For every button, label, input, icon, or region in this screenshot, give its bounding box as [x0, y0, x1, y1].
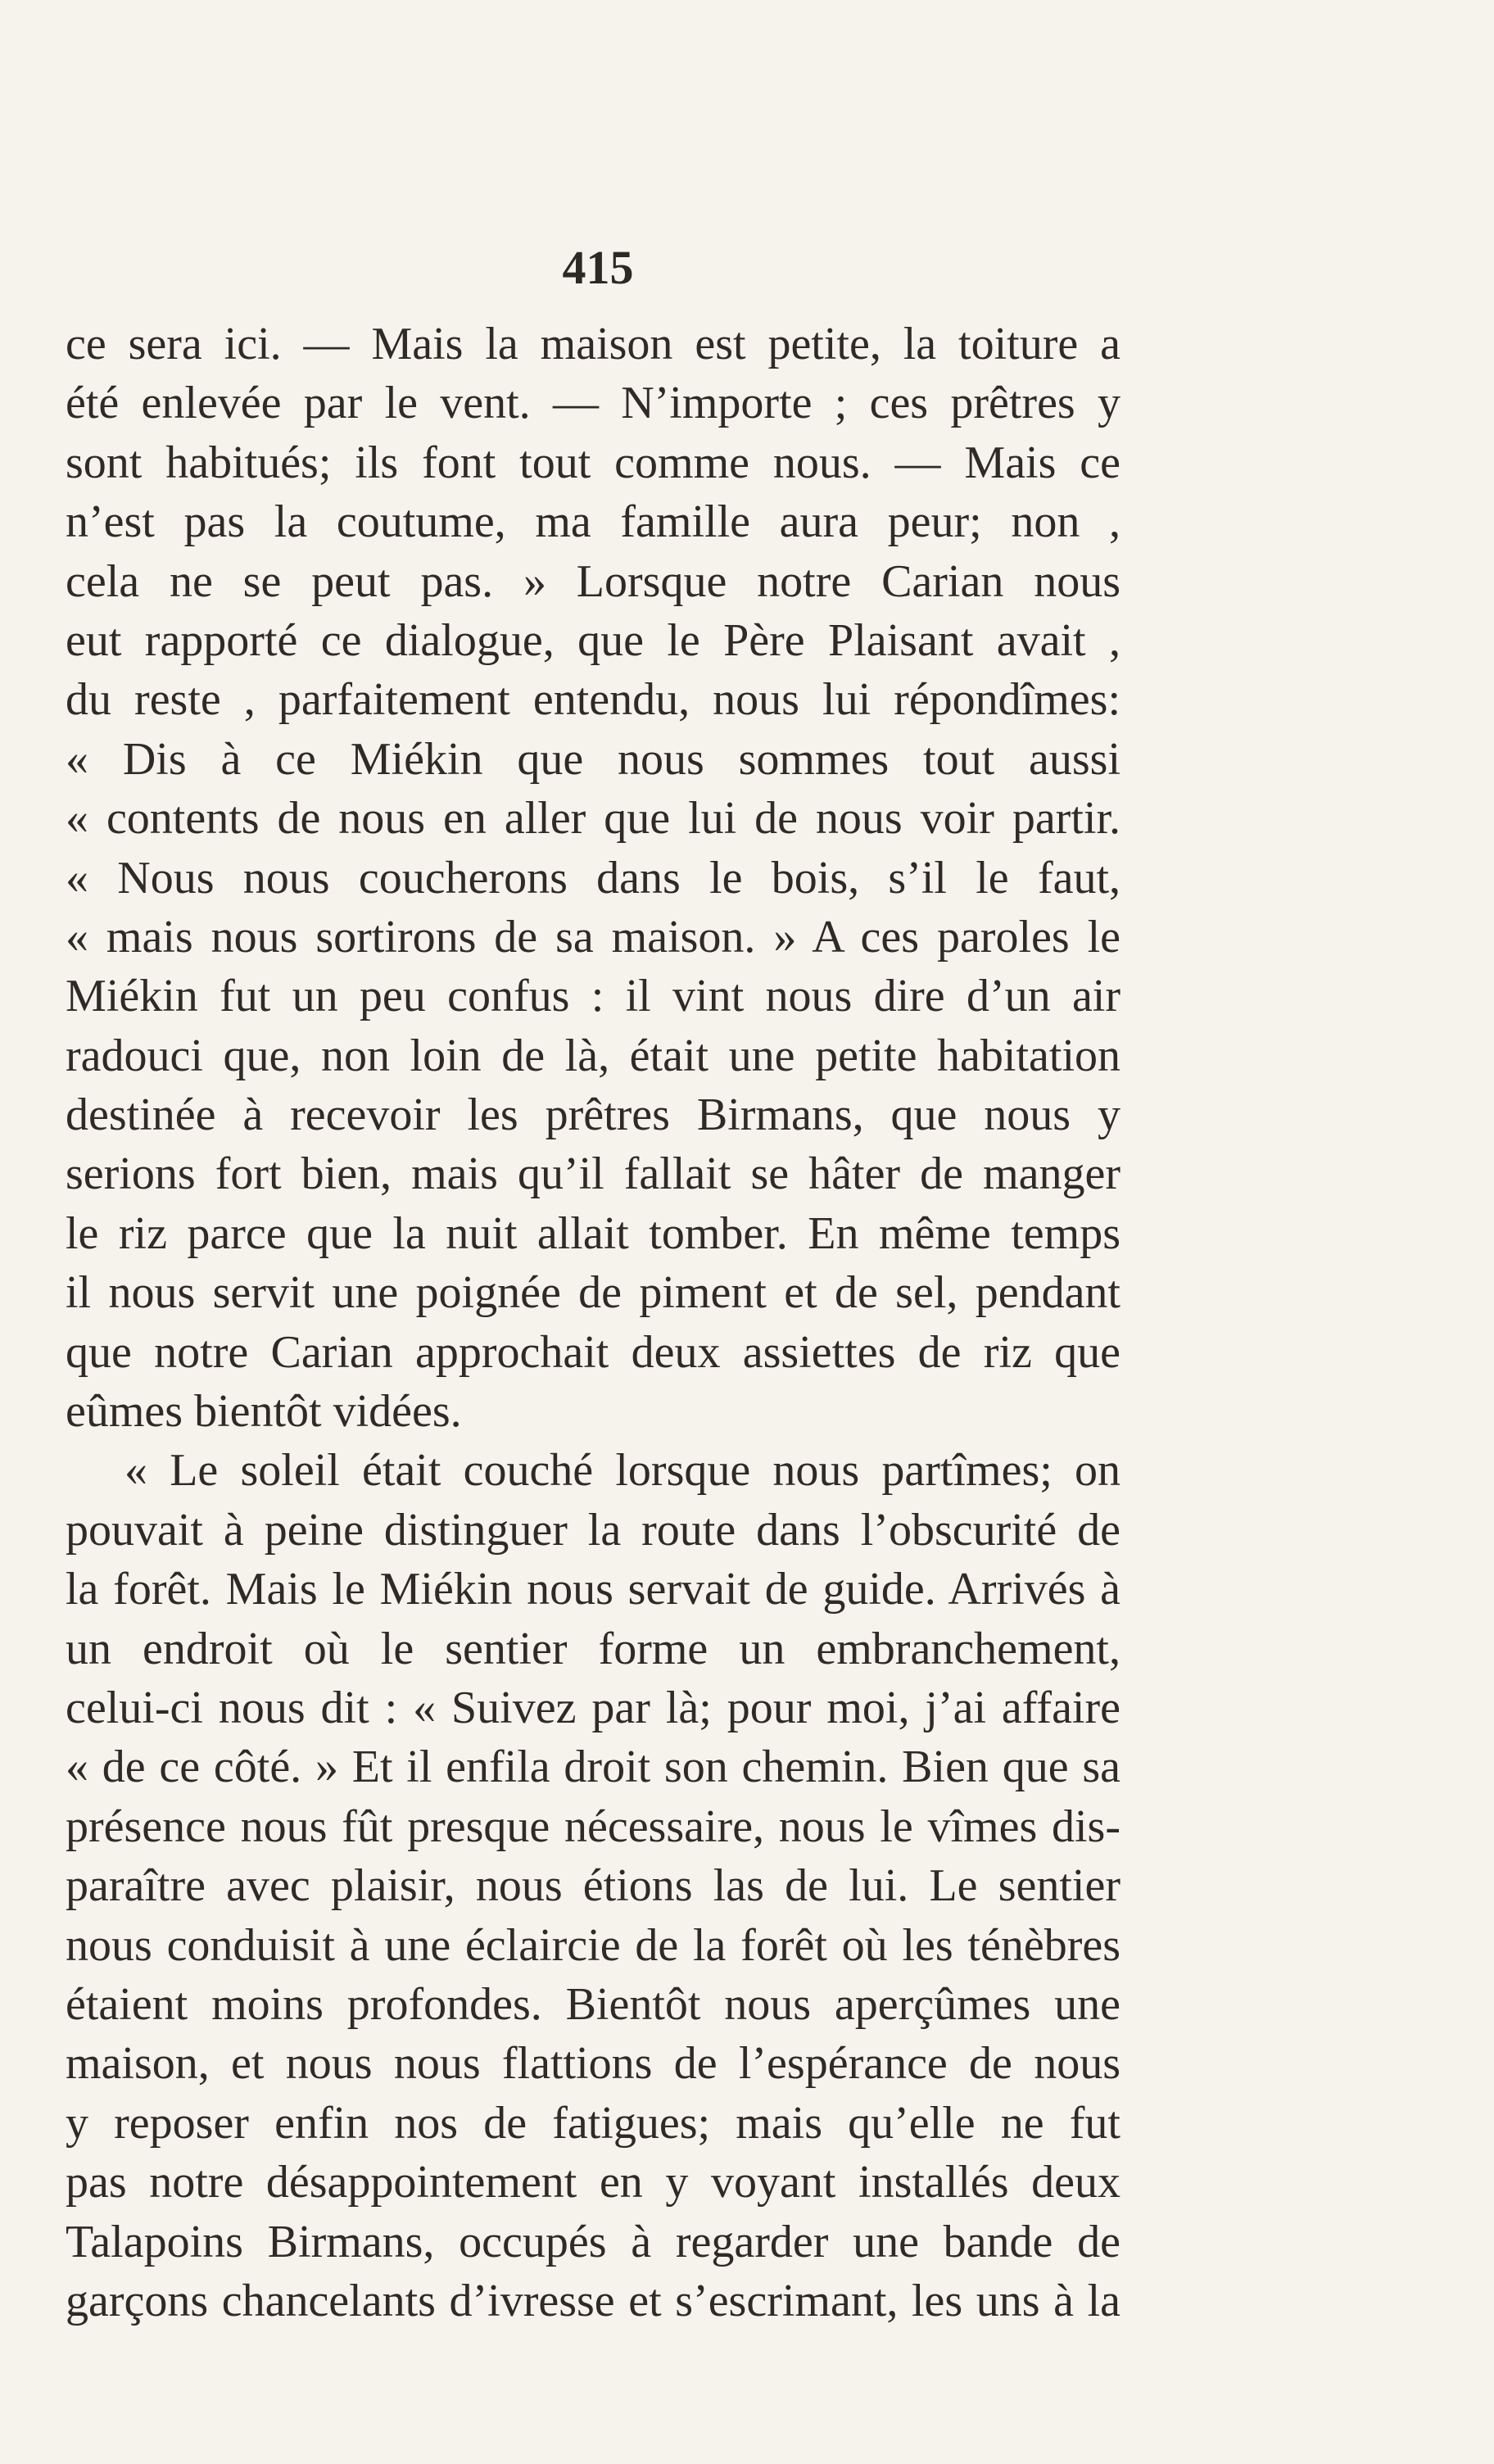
text-line: nous conduisit à une éclaircie de la forêt où les ténèbres	[66, 1919, 1120, 1971]
text-line: « Dis à ce Miékin que nous sommes tout aussi	[66, 733, 1120, 785]
text-line: radouci que, non loin de là, était une petite habitation	[66, 1030, 1120, 1081]
text-line: Talapoins Birmans, occupés à regarder une bande de	[66, 2216, 1120, 2267]
body-text	[66, 315, 1120, 2330]
text-line: Miékin fut un peu confus : il vint nous dire d’un air	[66, 971, 1120, 1022]
text-line: pouvait à peine distinguer la route dans l’obscurité de	[66, 1504, 1120, 1556]
text-line: n’est pas la coutume, ma famille aura peur; non ,	[66, 496, 1120, 548]
text-line: maison, et nous nous flattions de l’espérance de nous	[66, 2038, 1120, 2090]
text-line: « de ce côté. » Et il enfila droit son chemin. Bien que sa	[66, 1742, 1120, 1793]
page-number: 415	[562, 241, 634, 294]
text-line: été enlevée par le vent. — N’importe ; ces prêtres y	[66, 378, 1120, 429]
text-line: celui-ci nous dit : « Suivez par là; pour moi, j’ai affaire	[66, 1682, 1120, 1733]
text-line: serions fort bien, mais qu’il fallait se hâter de manger	[66, 1148, 1120, 1200]
text-line: eut rapporté ce dialogue, que le Père Plaisant avait ,	[66, 614, 1120, 666]
text-line: du reste , parfaitement entendu, nous lui répondîmes:	[66, 674, 1120, 726]
text-line: étaient moins profondes. Bientôt nous aperçûmes une	[66, 1978, 1120, 2030]
text-line: garçons chancelants d’ivresse et s’escrimant, les uns à la	[66, 2275, 1120, 2326]
text-line: paraître avec plaisir, nous étions las de lui. Le sentier	[66, 1860, 1120, 1912]
text-line: sont habitués; ils font tout comme nous. — Mais ce	[66, 437, 1120, 488]
paragraph-start-line: « Le soleil était couché lorsque nous partîmes; on	[124, 1445, 1120, 1497]
text-line: un endroit où le sentier forme un embranchement,	[66, 1623, 1120, 1674]
text-line: « contents de nous en aller que lui de nous voir partir.	[66, 793, 1120, 845]
text-line: il nous servit une poignée de piment et de sel, pendant	[66, 1267, 1120, 1319]
text-line: ce sera ici. — Mais la maison est petite, la toiture a	[66, 319, 1120, 369]
text-line: la forêt. Mais le Miékin nous servait de guide. Arrivés à	[66, 1564, 1120, 1615]
text-line: destinée à recevoir les prêtres Birmans, que nous y	[66, 1089, 1120, 1141]
text-line: « Nous nous coucherons dans le bois, s’il le faut,	[66, 852, 1120, 904]
text-line: le riz parce que la nuit allait tomber. En même temps	[66, 1207, 1120, 1259]
text-line: que notre Carian approchait deux assiettes de riz que	[66, 1326, 1120, 1378]
text-line: « mais nous sortirons de sa maison. » A ces paroles le	[66, 911, 1120, 962]
text-line: pas notre désappointement en y voyant installés deux	[66, 2157, 1120, 2208]
text-line: y reposer enfin nos de fatigues; mais qu’elle ne fut	[66, 2097, 1120, 2149]
text-line: cela ne se peut pas. » Lorsque notre Carian nous	[66, 555, 1120, 607]
text-line: présence nous fût presque nécessaire, nous le vîmes dis-	[66, 1800, 1120, 1852]
paragraph-end-line: eûmes bientôt vidées.	[66, 1386, 462, 1438]
